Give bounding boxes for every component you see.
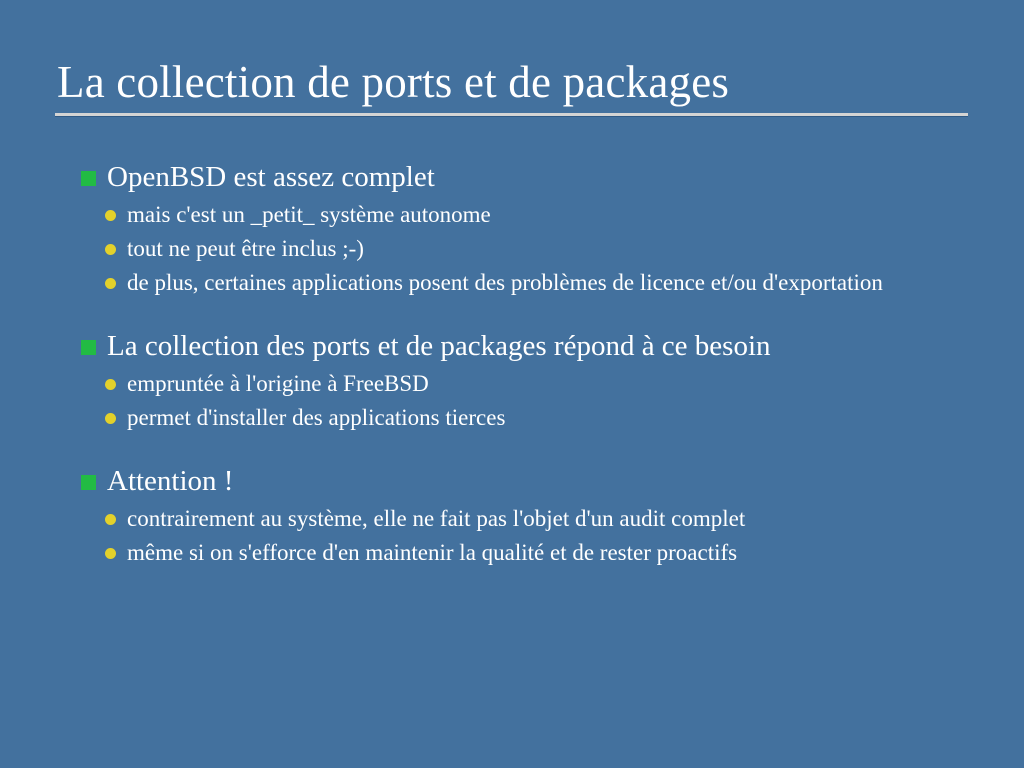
- bullet-level2: [75, 502, 965, 535]
- dot-bullet-icon: [105, 548, 116, 559]
- bullet-level2-label: empruntée à l'origine à FreeBSD: [127, 371, 429, 396]
- page-title: La collection de ports et de packages: [57, 57, 730, 107]
- bullet-level1: [75, 158, 965, 196]
- bullet-level2-label: mais c'est un _petit_ système autonome: [127, 202, 491, 227]
- dot-bullet-icon: [105, 244, 116, 255]
- bullet-group: [75, 327, 965, 434]
- dot-bullet-icon: [105, 210, 116, 221]
- square-bullet-icon: [81, 475, 96, 490]
- bullet-level2-label: même si on s'efforce d'en maintenir la qualité et de rester proactifs: [127, 540, 738, 565]
- title-divider: [55, 113, 968, 116]
- bullet-level2-label: tout ne peut être inclus ;-): [127, 236, 364, 261]
- bullet-level2-label: de plus, certaines applications posent des problèmes de licence et/ou d'exportation: [127, 270, 883, 295]
- bullet-level2-label: permet d'installer des applications tierces: [127, 405, 506, 430]
- bullet-level2: [75, 401, 965, 434]
- dot-bullet-icon: [105, 413, 116, 424]
- bullet-level2: [75, 266, 965, 299]
- bullet-group: [75, 462, 965, 569]
- bullet-level1-label: Attention !: [107, 465, 234, 497]
- bullet-level2: [75, 198, 965, 231]
- square-bullet-icon: [81, 171, 96, 186]
- bullet-group: [75, 158, 965, 299]
- slide-body: [75, 158, 965, 570]
- bullet-level1: [75, 462, 965, 500]
- dot-bullet-icon: [105, 278, 116, 289]
- bullet-level1-label: OpenBSD est assez complet: [107, 161, 435, 193]
- square-bullet-icon: [81, 340, 96, 355]
- bullet-level2: [75, 536, 965, 569]
- dot-bullet-icon: [105, 379, 116, 390]
- bullet-level2-label: contrairement au système, elle ne fait pas l'objet d'un audit complet: [127, 506, 746, 531]
- bullet-level2: [75, 367, 965, 400]
- bullet-level1: [75, 327, 965, 365]
- bullet-level2: [75, 232, 965, 265]
- dot-bullet-icon: [105, 514, 116, 525]
- bullet-level1-label: La collection des ports et de packages répond à ce besoin: [107, 330, 771, 362]
